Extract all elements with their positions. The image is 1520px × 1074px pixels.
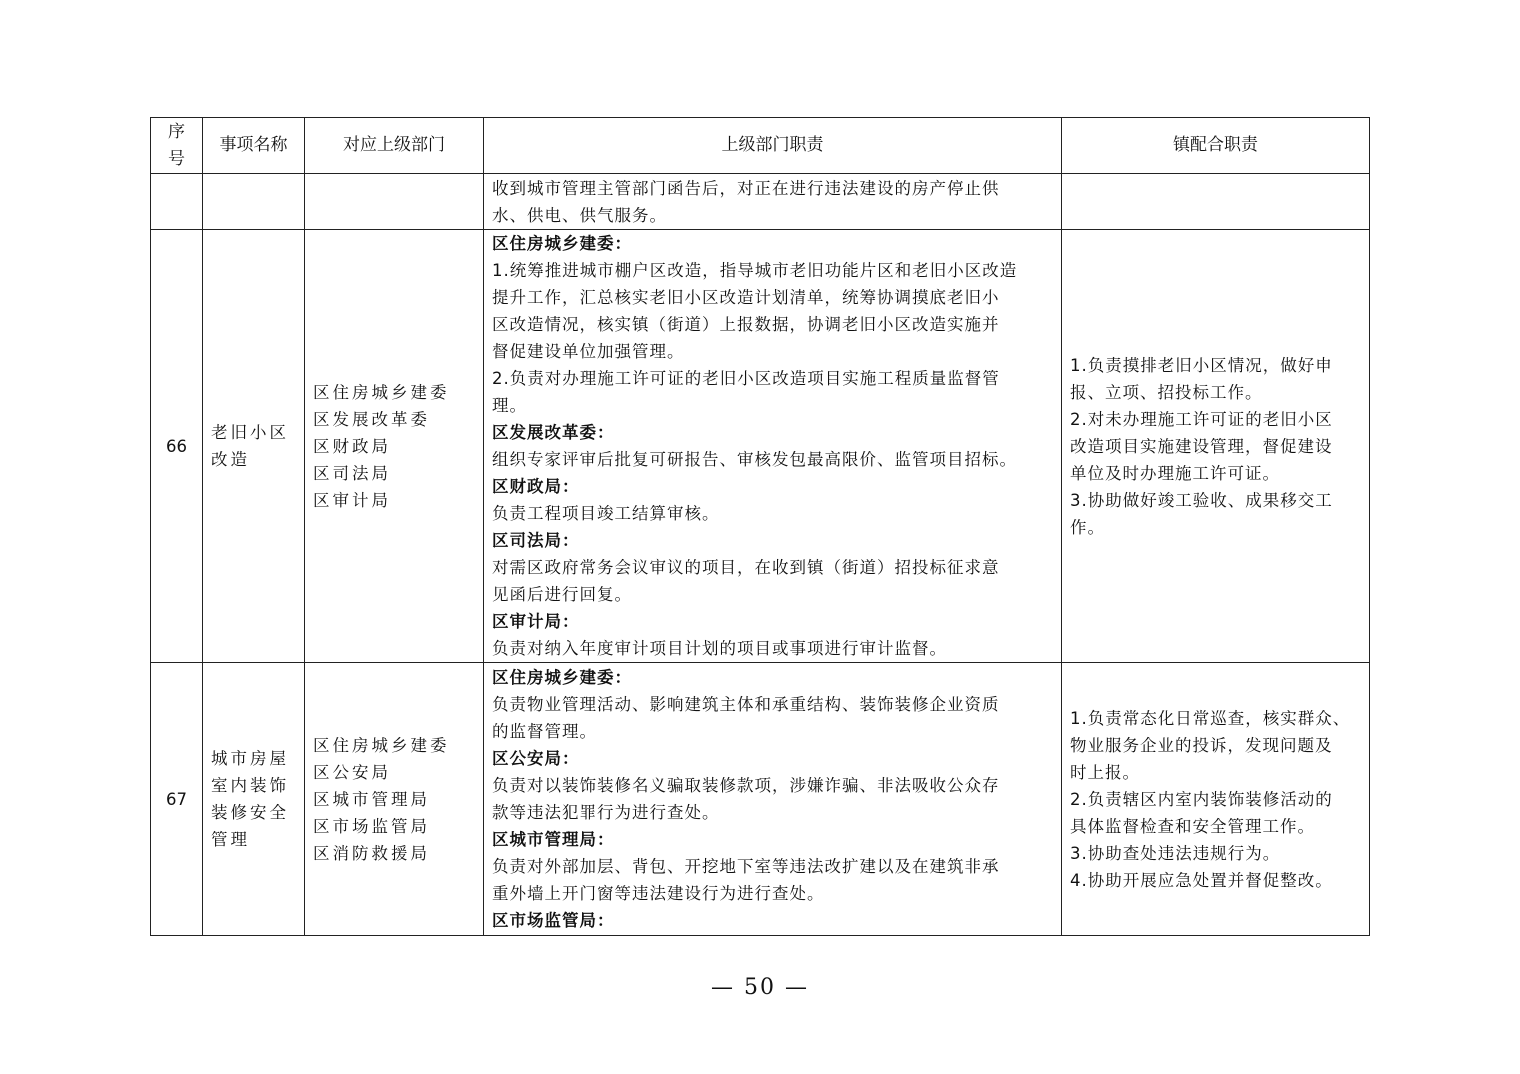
row-seq: 67 <box>151 663 203 936</box>
duty-line: 提升工作，汇总核实老旧小区改造计划清单，统筹协调摸底老旧小 <box>492 288 1000 307</box>
duty-line: 负责对纳入年度审计项目计划的项目或事项进行审计监督。 <box>492 639 947 658</box>
duty-department-heading: 区财政局： <box>492 477 580 496</box>
town-duty-line: 3.协助查处违法违规行为。 <box>1070 843 1281 863</box>
department-name: 区市场监管局 <box>313 816 430 836</box>
row-departments <box>305 663 484 936</box>
header-seq <box>151 118 203 174</box>
department-name: 区城市管理局 <box>313 789 430 809</box>
duty-line: 见函后进行回复。 <box>492 585 632 604</box>
item-name-line: 城市房屋 <box>211 749 289 768</box>
table-row <box>151 174 1370 230</box>
header-town: 镇配合职责 <box>1062 118 1370 174</box>
duty-line: 督促建设单位加强管理。 <box>492 342 685 361</box>
duty-department-heading: 区市场监管局： <box>492 911 615 930</box>
duty-line: 负责工程项目竣工结算审核。 <box>492 504 720 523</box>
header-dept: 对应上级部门 <box>305 118 484 174</box>
header-row <box>151 118 1370 174</box>
department-name: 区司法局 <box>313 463 391 483</box>
department-name: 区公安局 <box>313 762 391 782</box>
town-duty-line: 作。 <box>1070 517 1105 537</box>
town-duty-line: 报、立项、招投标工作。 <box>1070 382 1263 402</box>
town-duty-line: 2.负责辖区内室内装饰装修活动的 <box>1070 789 1333 809</box>
row-item-name <box>203 230 305 663</box>
item-name-line: 装修安全 <box>211 803 289 822</box>
town-duty-line: 改造项目实施建设管理，督促建设 <box>1070 436 1333 456</box>
row-seq: 66 <box>151 230 203 663</box>
header-seq-line: 序 <box>168 121 185 142</box>
row-departments <box>305 174 484 230</box>
duty-department-heading: 区住房城乡建委： <box>492 668 632 687</box>
town-duty-line: 1.负责摸排老旧小区情况，做好申 <box>1070 355 1333 375</box>
town-duty-line: 具体监督检查和安全管理工作。 <box>1070 816 1315 836</box>
duty-line: 款等违法犯罪行为进行查处。 <box>492 803 720 822</box>
header-name: 事项名称 <box>203 118 305 174</box>
item-name-line: 老旧小区 <box>211 423 289 442</box>
town-duty-line: 1.负责常态化日常巡查，核实群众、 <box>1070 708 1351 728</box>
duty-line: 区改造情况，核实镇（街道）上报数据，协调老旧小区改造实施并 <box>492 315 1000 334</box>
town-duty-line: 时上报。 <box>1070 762 1140 782</box>
town-duty-line: 物业服务企业的投诉，发现问题及 <box>1070 735 1333 755</box>
department-name: 区发展改革委 <box>313 409 430 429</box>
duty-line: 负责对外部加层、背包、开挖地下室等违法改扩建以及在建筑非承 <box>492 857 1000 876</box>
responsibility-table <box>150 117 1370 936</box>
duty-line: 1.统筹推进城市棚户区改造，指导城市老旧功能片区和老旧小区改造 <box>492 261 1018 280</box>
duty-department-heading: 区审计局： <box>492 612 580 631</box>
town-duty-line: 3.协助做好竣工验收、成果移交工 <box>1070 490 1333 510</box>
duty-department-heading: 区司法局： <box>492 531 580 550</box>
duty-department-heading: 区发展改革委： <box>492 423 615 442</box>
department-name: 区住房城乡建委 <box>313 735 450 755</box>
duty-line: 收到城市管理主管部门函告后，对正在进行违法建设的房产停止供 <box>492 178 1000 198</box>
duty-line: 2.负责对办理施工许可证的老旧小区改造项目实施工程质量监督管 <box>492 369 1000 388</box>
duty-line: 组织专家评审后批复可研报告、审核发包最高限价、监管项目招标。 <box>492 450 1017 469</box>
header-seq-line: 号 <box>168 148 185 169</box>
department-name: 区消防救援局 <box>313 843 430 863</box>
duty-line: 负责对以装饰装修名义骗取装修款项，涉嫌诈骗、非法吸收公众存 <box>492 776 1000 795</box>
item-name-line: 室内装饰 <box>211 776 289 795</box>
row-town-duties <box>1062 663 1370 936</box>
row-item-name <box>203 663 305 936</box>
duty-line: 理。 <box>492 396 527 415</box>
department-name: 区审计局 <box>313 490 391 510</box>
duty-line: 对需区政府常务会议审议的项目，在收到镇（街道）招投标征求意 <box>492 558 1000 577</box>
duty-line: 负责物业管理活动、影响建筑主体和承重结构、装饰装修企业资质 <box>492 695 1000 714</box>
town-duty-line: 2.对未办理施工许可证的老旧小区 <box>1070 409 1333 429</box>
duty-department-heading: 区城市管理局： <box>492 830 615 849</box>
duty-line: 的监督管理。 <box>492 722 597 741</box>
header-duties: 上级部门职责 <box>484 118 1062 174</box>
duty-department-heading: 区公安局： <box>492 749 580 768</box>
department-name: 区住房城乡建委 <box>313 382 450 402</box>
page-number: — 50 — <box>711 975 809 1000</box>
row-duties <box>484 663 1062 936</box>
row-town-duties <box>1062 230 1370 663</box>
row-town-duties <box>1062 174 1370 230</box>
row-duties <box>484 230 1062 663</box>
item-name-line: 改造 <box>211 450 250 469</box>
row-duties <box>484 174 1062 230</box>
row-seq <box>151 174 203 230</box>
item-name-line: 管理 <box>211 830 250 849</box>
duty-line: 水、供电、供气服务。 <box>492 205 667 225</box>
table-row <box>151 230 1370 663</box>
town-duty-line: 单位及时办理施工许可证。 <box>1070 463 1280 483</box>
row-departments <box>305 230 484 663</box>
duty-line: 重外墙上开门窗等违法建设行为进行查处。 <box>492 884 825 903</box>
row-item-name <box>203 174 305 230</box>
department-name: 区财政局 <box>313 436 391 456</box>
town-duty-line: 4.协助开展应急处置并督促整改。 <box>1070 870 1333 890</box>
duty-department-heading: 区住房城乡建委： <box>492 234 632 253</box>
table-row <box>151 663 1370 936</box>
